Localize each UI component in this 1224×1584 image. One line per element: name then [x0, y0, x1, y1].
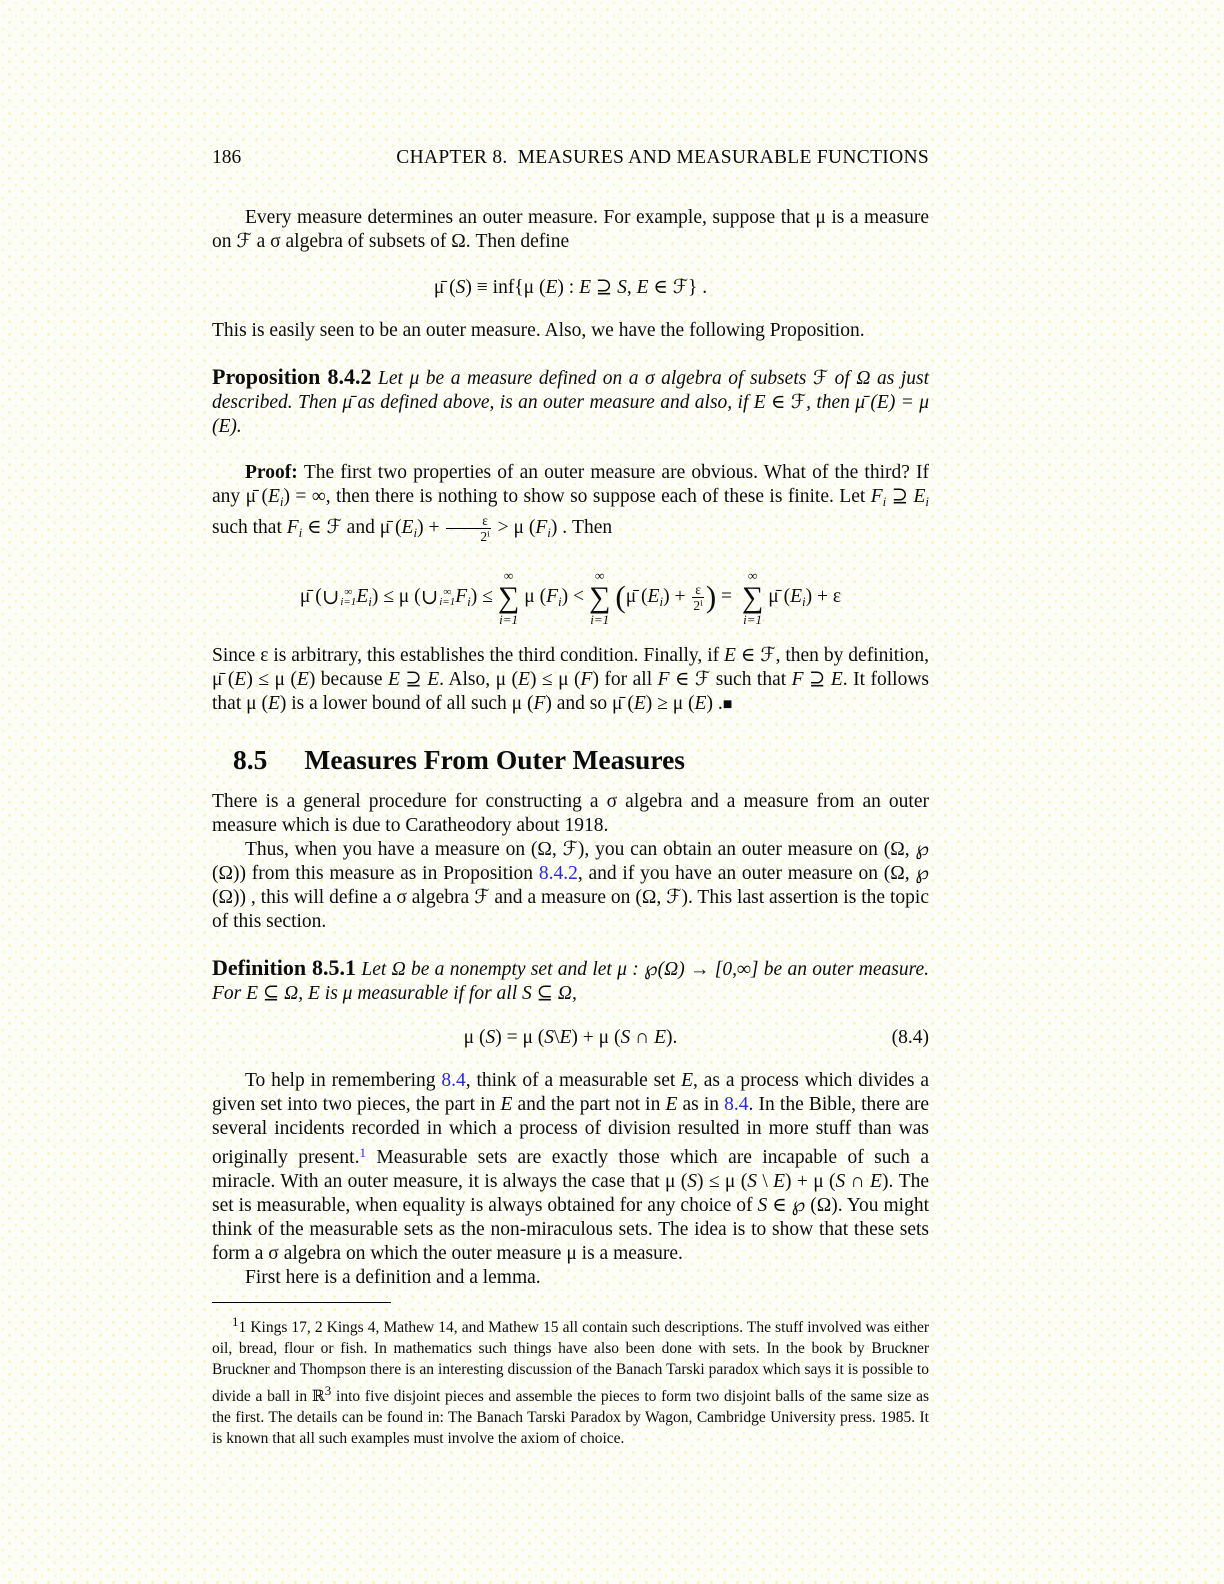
bold-text: Proof: — [245, 462, 304, 483]
footnote-rule — [212, 1302, 391, 1303]
fraction-denominator: 2ⁱ — [693, 597, 703, 613]
math-var: E — [218, 416, 231, 437]
math-var: ) = μ ( — [212, 392, 929, 437]
math-subscript: i — [467, 593, 471, 609]
math-var: E — [724, 644, 736, 666]
math-subscript: i — [547, 524, 551, 540]
math-var: E — [654, 1026, 666, 1048]
math-var: ⊆ Ω, — [531, 982, 577, 1004]
equation-content: μ (S) = μ (S\E) + μ (S ∩ E). — [463, 1026, 678, 1048]
math-var: F — [546, 585, 558, 607]
ref-link-8.4[interactable]: 8.4 — [441, 1069, 466, 1091]
math-var: F — [870, 486, 883, 507]
math-var: E — [267, 692, 280, 714]
equation-content: μ̄ ( ∪ ∞ i=1 $E_i) \le \mu$ ( ∪ ∞ i=1 $F_i$) ≤ ∞ ∑ i=1 μ $(F_i)$ < ∞ ∑ i=1 (μ̄ $(E_i)$ + $\frac{\varepsilon}{\text{2ⁱ}}$ ) = ∞ ∑ i=1 μ̄ $(E_i) + \varepsilon$ — [299, 567, 842, 627]
math-var: Let μ be a measure defined on a σ algebra of subsets ℱ of Ω as just described. Then μ̄ as defined above, is an outer measure and also, if — [212, 368, 930, 413]
math-var: S — [522, 982, 532, 1004]
para-first-here: First here is a definition and a lemma. — [245, 1266, 541, 1288]
math-var: F — [455, 585, 468, 607]
theorem-head: Proposition 8.4.2 — [212, 364, 372, 389]
math-var: ). — [230, 416, 242, 437]
sum-operator — [589, 569, 610, 626]
ref-link-8.4[interactable]: 8.4 — [724, 1093, 749, 1115]
math-var: S — [617, 277, 627, 298]
math-var: F — [533, 692, 546, 714]
qed-square: ■ — [722, 695, 733, 713]
equation-number: (8.4) — [891, 1026, 929, 1048]
theorem-head: Definition 8.5.1 — [212, 954, 357, 980]
document-page — [212, 0, 929, 1449]
superscript: 1 — [232, 1313, 239, 1329]
running-header: CHAPTER 8. MEASURES AND MEASURABLE FUNCTIONS — [396, 147, 929, 168]
math-subscript: i — [413, 524, 418, 540]
big-paren: ) — [705, 579, 717, 615]
math-var: E — [647, 585, 660, 607]
section-heading-8-5 — [233, 744, 929, 776]
union-operator — [421, 587, 456, 608]
sum-lower-limit: i=1 — [743, 611, 763, 627]
ref-link-8.4.2[interactable]: 8.4.2 — [538, 862, 578, 884]
section-number: 8.5 — [233, 743, 268, 775]
sum-symbol: ∑ — [497, 580, 520, 614]
para-general-procedure: There is a general procedure for constructing a σ algebra and a measure from an outer measure which is due to Caratheodory about 1918. — [212, 790, 929, 836]
math-subscript: i — [368, 593, 372, 609]
math-var: E — [296, 668, 309, 690]
math-var: E — [308, 982, 320, 1004]
math-subscript: i — [279, 494, 284, 509]
union-lower-limit: i=1 — [439, 596, 456, 609]
math-var: is μ measurable if for all — [319, 982, 523, 1004]
union-upper-limit: ∞ — [443, 585, 452, 598]
math-var: E — [753, 392, 766, 413]
math-var: F — [791, 668, 804, 690]
math-var: S — [620, 1026, 631, 1048]
section-title: Measures From Outer Measures — [304, 743, 685, 775]
proof-paragraph: Proof: The first two properties of an outer measure are obvious. What of the third? If any μ̄ $(E_i)$ = ∞, then there is nothing to show so suppose each of these is finite. Let $F_i$ ⊇ $E_i$ such that $F_i$ ∈ ℱ and μ̄ $(E_i)$ + $\frac{\varepsilon}{\text{2ⁱ}}$ > μ $(F_i)$ . Then — [212, 462, 930, 544]
para-easily-seen: This is easily seen to be an outer measure. Also, we have the following Proposition. — [212, 320, 865, 341]
footnote-ref[interactable]: 1 — [359, 1144, 366, 1160]
math-var: E — [234, 668, 247, 690]
math-var: E — [356, 585, 369, 607]
math-var: S — [544, 1026, 555, 1048]
math-subscript: i — [659, 593, 664, 609]
sum-upper-limit: ∞ — [595, 567, 605, 583]
union-limits — [340, 587, 356, 608]
math-var: F — [535, 516, 548, 538]
math-var: E — [633, 692, 646, 714]
sum-symbol: ∑ — [741, 580, 764, 614]
para-to-help: To help in remembering 8.4, think of a measurable set E, as a process which divides a given set into two pieces, the part in E and the part not in E as in 8.4. In the Bible, there are several incidents recorded in which a process of division resulted in more stuff than was originally present.$^1$ Measurable sets are exactly those which are incapable of such a miracle. With an outer measure, it is always the case that μ (S) ≤ μ (S \ E) + μ (S ∩ E). The set is measurable, when equality is always obtained for any choice of S ∈ ℘ (Ω). You might think of the measurable sets as the non-miraculous sets. The idea is to show that these sets form a σ algebra on which the outer measure μ is a measure. — [212, 1069, 930, 1264]
math-var: E — [773, 1170, 786, 1192]
math-var: F — [657, 668, 670, 690]
math-var: E — [870, 1170, 882, 1192]
math-var: E — [636, 277, 649, 298]
math-subscript: i — [802, 593, 806, 609]
union-symbol: ∪ — [420, 585, 439, 610]
para-thus: Thus, when you have a measure on (Ω, ℱ), you can obtain an outer measure on (Ω, ℘ (Ω)) from this measure as in Proposition 8.4.2, and if you have an outer measure on (Ω, ℘ (Ω)) , this will define a σ algebra ℱ and a measure on (Ω, ℱ). This last assertion is the topic of this section. — [212, 838, 929, 932]
math-var: S — [757, 1194, 768, 1216]
math-var: Let Ω be a nonempty set and let μ : ℘(Ω) → [0,∞] be an outer measure. For — [212, 958, 929, 1004]
math-var: E — [681, 1069, 694, 1091]
union-limits — [439, 587, 455, 608]
math-var: E — [427, 668, 440, 690]
math-var: E — [665, 1093, 678, 1115]
math-var: E — [246, 982, 259, 1004]
math-var: E — [518, 668, 530, 690]
math-var: E — [401, 516, 414, 538]
math-var: E — [267, 486, 280, 507]
math-subscript: i — [558, 593, 562, 609]
math-var: E — [559, 1026, 572, 1048]
math-subscript: i — [298, 524, 303, 540]
sum-lower-limit: i=1 — [499, 611, 518, 627]
sum-symbol: ∑ — [589, 580, 611, 614]
math-subscript: i — [925, 494, 930, 509]
fraction — [692, 583, 703, 612]
fraction-denominator: 2ⁱ — [446, 528, 490, 543]
math-var: S — [455, 277, 466, 298]
math-var: ⊆ Ω, — [258, 982, 308, 1004]
union-upper-limit: ∞ — [344, 585, 353, 598]
union-operator — [322, 587, 357, 608]
footnote-1: $^1$1 Kings 17, 2 Kings 4, Mathew 14, and Mathew 15 all contain such descriptions. The stuff involved was either oil, bread, flour or fish. In mathematics such things have also been done with sets. In the book by Bruckner Bruckner and Thompson there is an interesting discussion of the Banach Tarski paradox which says it is possible to divide a ball in ℝ$^3$ into five disjoint pieces and assemble the pieces to form two disjoint balls of the same size as the first. The details can be found in: The Banach Tarski Paradox by Wagon, Cambridge University press. 1985. It is known that all such examples must involve the axiom of choice. — [212, 1313, 929, 1447]
math-var: S — [687, 1170, 698, 1192]
fraction-numerator: ε — [695, 581, 701, 597]
math-var: ∈ ℱ, then μ̄ ( — [765, 392, 877, 413]
math-var: S — [747, 1170, 757, 1192]
para-since-epsilon: Since ε is arbitrary, this establishes the third condition. Finally, if E ∈ ℱ, then by definition, μ̄ (E) ≤ μ (E) because E ⊇ E. Also, μ (E) ≤ μ (F) for all F ∈ ℱ such that F ⊇ E. It follows that μ (E) is a lower bound of all such μ (F) and so μ̄ (E) ≥ μ (E) .■ — [212, 644, 930, 714]
math-var: E — [876, 392, 889, 413]
fraction-numerator: ε — [482, 513, 488, 528]
para-intro: Every measure determines an outer measure. For example, suppose that μ is a measure on ℱ a σ algebra of subsets of Ω. Then define — [212, 207, 929, 252]
union-symbol: ∪ — [321, 585, 340, 610]
page-body — [212, 206, 929, 1449]
sum-lower-limit: i=1 — [590, 611, 610, 627]
math-var: E — [500, 1093, 513, 1115]
eq-outer-measure-definition — [212, 275, 929, 299]
proposition-8-4-2 — [212, 365, 929, 439]
union-lower-limit: i=1 — [340, 596, 357, 609]
definition-8-5-1 — [212, 956, 929, 1006]
page-number: 186 — [212, 147, 242, 168]
sum-upper-limit: ∞ — [747, 567, 758, 583]
eq-caratheodory-condition — [212, 1027, 929, 1049]
math-subscript: i — [882, 494, 887, 509]
math-var: E — [388, 668, 400, 690]
math-var: F — [580, 668, 593, 690]
superscript: 3 — [324, 1382, 332, 1398]
fraction — [446, 514, 490, 543]
page-header — [212, 147, 929, 169]
sum-operator — [742, 569, 763, 626]
math-var: E — [913, 486, 926, 507]
math-var: F — [286, 516, 299, 538]
math-var: S — [485, 1026, 496, 1048]
math-var: E — [694, 692, 707, 714]
eq-subadditivity-chain — [212, 569, 929, 626]
big-paren: ( — [615, 579, 626, 615]
sum-operator — [498, 569, 519, 626]
math-var: S — [835, 1170, 846, 1192]
math-var: E — [545, 277, 558, 298]
sum-upper-limit: ∞ — [503, 567, 514, 583]
equation-content: μ̄ (S) ≡ inf{μ (E) : E ⊇ S, E ∈ ℱ} . — [433, 277, 708, 298]
math-var: E — [579, 277, 592, 298]
math-var: E — [790, 585, 803, 607]
math-var: E — [830, 668, 843, 690]
